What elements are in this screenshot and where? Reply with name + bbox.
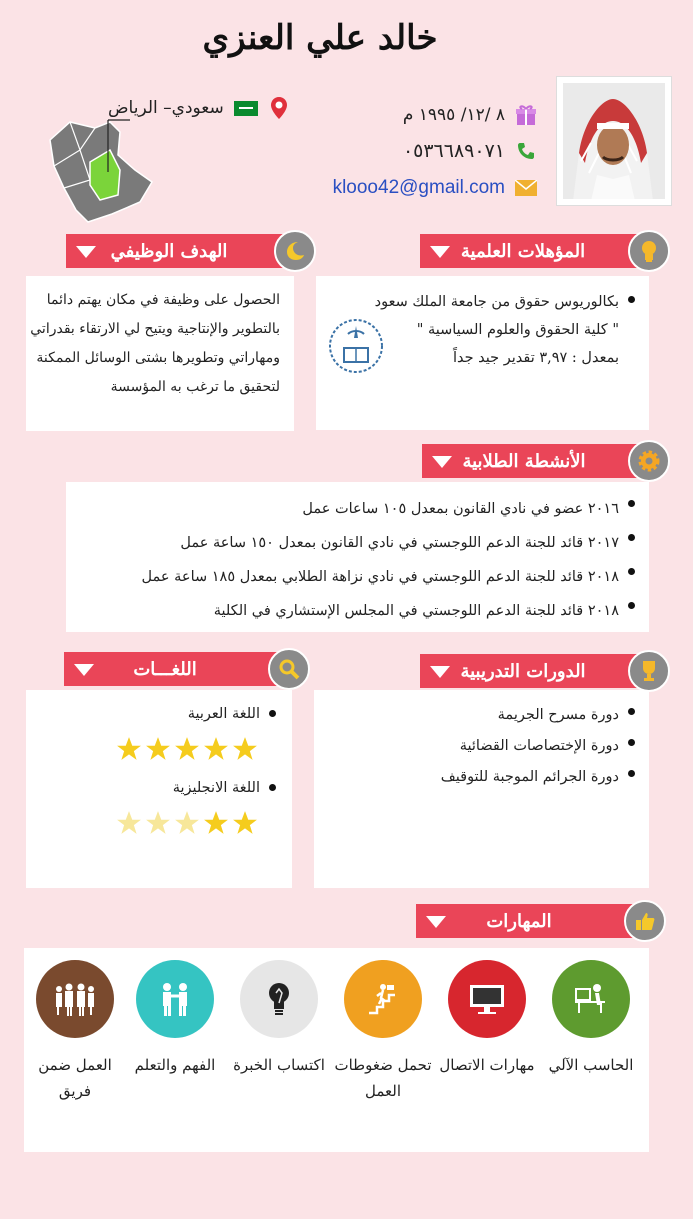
qualification-gpa: بمعدل : ٣,٩٧ تقدير جيد جداً — [452, 350, 619, 366]
language-item — [48, 702, 278, 726]
skills-card — [24, 948, 649, 1152]
languages-header — [64, 650, 310, 688]
birthdate-row — [403, 104, 537, 126]
star-filled-icon — [232, 810, 258, 836]
skill-item — [125, 960, 225, 1078]
chevron-down-icon — [432, 456, 452, 468]
language-item — [48, 776, 278, 800]
trophy-icon — [628, 650, 670, 692]
objective-header — [66, 232, 316, 270]
email-row — [333, 177, 537, 199]
email-link[interactable]: klooo42@gmail.com — [332, 177, 505, 198]
skill-label: مهارات الاتصال — [439, 1056, 535, 1074]
chevron-down-icon — [430, 666, 450, 678]
star-filled-icon — [203, 736, 229, 762]
activity-item: ٢٠١٦ عضو في نادي القانون بمعدل ١٠٥ ساعات عمل — [77, 492, 637, 526]
chevron-down-icon — [430, 246, 450, 258]
languages-title: اللغـــات — [133, 658, 197, 680]
chevron-down-icon — [426, 916, 446, 928]
activity-item: ٢٠١٨ قائد للجنة الدعم اللوجستي في المجلس الإستشاري في الكلية — [77, 594, 637, 628]
star-filled-icon — [203, 810, 229, 836]
profile-photo — [563, 83, 665, 199]
course-item: دورة الجرائم الموجبة للتوقيف — [337, 762, 637, 793]
skills-title: المهارات — [486, 910, 552, 932]
skill-label: الحاسب الآلي — [548, 1056, 634, 1074]
activity-item: ٢٠١٨ قائد للجنة الدعم اللوجستي في نادي نزاهة الطلابي بمعدل ١٨٥ ساعة عمل — [77, 560, 637, 594]
star-faded-icon — [145, 810, 171, 836]
star-faded-icon — [174, 810, 200, 836]
activity-item: ٢٠١٧ قائد للجنة الدعم اللوجستي في نادي القانون بمعدل ١٥٠ ساعة عمل — [77, 526, 637, 560]
lightbulb-icon — [628, 230, 670, 272]
course-item: دورة الإختصاصات القضائية — [337, 731, 637, 762]
star-filled-icon — [116, 736, 142, 762]
qualification-degree: بكالوريوس حقوق من جامعة الملك سعود — [374, 294, 619, 310]
skill-item — [29, 960, 121, 1104]
language-name: اللغة العربية — [187, 706, 260, 722]
saudi-flag-icon — [234, 101, 258, 116]
team-icon — [36, 960, 114, 1038]
monitor-icon — [448, 960, 526, 1038]
skill-label: الفهم والتعلم — [134, 1056, 216, 1074]
skill-item — [229, 960, 329, 1078]
phone-row — [403, 140, 537, 162]
phone-text: ٠٥٣٦٦٨٩٠٧١ — [402, 140, 505, 162]
activities-card — [66, 482, 649, 632]
skill-item — [541, 960, 641, 1078]
climbing-stairs-icon — [344, 960, 422, 1038]
gear-icon — [628, 440, 670, 482]
skill-item — [333, 960, 433, 1104]
thumbs-up-icon — [624, 900, 666, 942]
chevron-down-icon — [76, 246, 96, 258]
location-pin-icon — [268, 97, 290, 119]
activities-header — [422, 442, 670, 480]
skill-item — [437, 960, 537, 1078]
star-filled-icon — [232, 736, 258, 762]
qualification-item — [347, 288, 637, 372]
languages-card — [26, 690, 292, 888]
courses-title: الدورات التدريبية — [460, 660, 586, 682]
objective-text: الحصول على وظيفة في مكان يهتم دائما بالتطوير والإنتاجية ويتيح لي الارتقاء بقدراتي ومهاراتي وتطويرها بشتى الوسائل الممكنة لتحقيق ما ترغب به المؤسسة — [30, 292, 280, 395]
moon-icon — [274, 230, 316, 272]
language-rating-stars — [116, 810, 258, 836]
star-filled-icon — [174, 736, 200, 762]
handshake-icon — [136, 960, 214, 1038]
skill-label: العمل ضمن فريق — [38, 1056, 112, 1100]
star-faded-icon — [116, 810, 142, 836]
person-name: خالد علي العنزي — [202, 18, 438, 58]
qualifications-header — [420, 232, 670, 270]
phone-icon — [515, 140, 537, 162]
qualifications-card — [316, 276, 649, 430]
birthdate-text: ٨ /١٢/ ١٩٩٥ م — [402, 105, 505, 125]
gift-icon — [515, 104, 537, 126]
language-rating-stars — [116, 736, 258, 762]
profile-photo-frame — [556, 76, 672, 206]
skill-label: اكتساب الخبرة — [233, 1056, 325, 1074]
courses-header — [420, 652, 670, 690]
qualification-college: " كلية الحقوق والعلوم السياسية " — [416, 322, 619, 338]
star-filled-icon — [145, 736, 171, 762]
magnifier-icon — [268, 648, 310, 690]
location-text: سعودي– الرياض — [108, 98, 224, 118]
location-row — [108, 97, 290, 119]
language-name: اللغة الانجليزية — [172, 780, 260, 796]
objective-title: الهدف الوظيفي — [110, 240, 228, 262]
courses-card — [314, 690, 649, 888]
qualifications-title: المؤهلات العلمية — [460, 240, 586, 262]
activities-title: الأنشطة الطلابية — [462, 450, 586, 472]
university-logo-icon — [328, 316, 384, 378]
saudi-map-icon — [40, 110, 160, 230]
mail-icon — [515, 177, 537, 199]
skills-header — [416, 902, 666, 940]
computer-user-icon — [552, 960, 630, 1038]
chevron-down-icon — [74, 664, 94, 676]
lightbulb-icon — [240, 960, 318, 1038]
skill-label: تحمل ضغوطات العمل — [334, 1056, 432, 1100]
course-item: دورة مسرح الجريمة — [337, 700, 637, 731]
objective-card — [26, 276, 294, 431]
